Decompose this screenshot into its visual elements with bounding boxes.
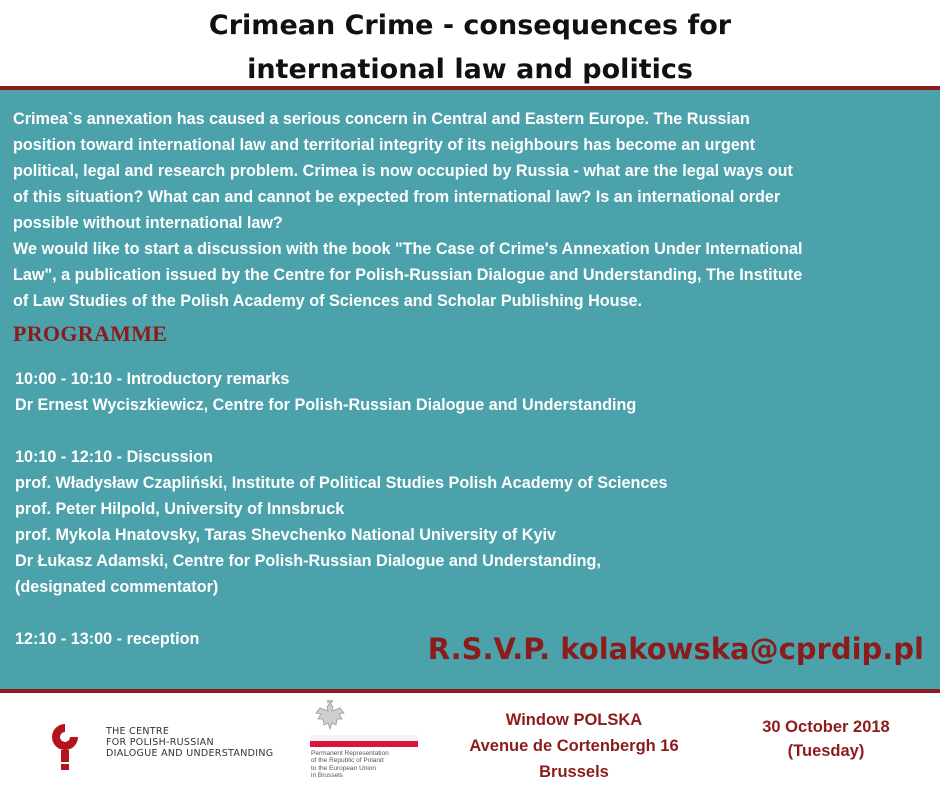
intro-line: political, legal and research problem. Crimea is now occupied by Russia - what are the legal ways out bbox=[13, 162, 793, 180]
programme-speaker: (designated commentator) bbox=[15, 578, 219, 596]
intro-line: Law", a publication issued by the Centre for Polish-Russian Dialogue and Understanding, The Institute bbox=[13, 266, 803, 284]
programme-time: 12:10 - 13:00 - reception bbox=[15, 630, 200, 648]
programme-time: 10:00 - 10:10 - Introductory remarks bbox=[15, 370, 290, 388]
permrep-logo-line: to the European Union bbox=[311, 764, 377, 772]
intro-line: of Law Studies of the Polish Academy of Sciences and Scholar Publishing House. bbox=[13, 292, 643, 310]
programme-speaker: Dr Ernest Wyciszkiewicz, Centre for Polish-Russian Dialogue and Understanding bbox=[15, 396, 637, 414]
programme-time: 10:10 - 12:10 - Discussion bbox=[15, 448, 213, 466]
programme-heading: PROGRAMME bbox=[13, 321, 168, 346]
programme-speaker: prof. Peter Hilpold, University of Innsbruck bbox=[15, 500, 345, 518]
intro-text bbox=[13, 106, 931, 314]
centre-logo-line: FOR POLISH-RUSSIAN bbox=[106, 737, 214, 748]
cprdip-logo-icon bbox=[50, 721, 80, 771]
event-date bbox=[734, 715, 918, 763]
venue-address bbox=[440, 707, 708, 785]
permanent-representation-logo bbox=[306, 699, 422, 779]
permrep-logo-line: Permanent Representation bbox=[311, 750, 389, 757]
event-weekday: (Tuesday) bbox=[787, 742, 865, 760]
programme-block-discussion bbox=[15, 444, 915, 600]
centre-logo-text bbox=[106, 726, 273, 759]
event-date-value: 30 October 2018 bbox=[762, 718, 890, 736]
programme-block-intro bbox=[15, 366, 915, 418]
venue-name: Window POLSKA bbox=[505, 711, 643, 729]
permrep-logo-line: of the Republic of Poland bbox=[311, 757, 384, 765]
intro-line: possible without international law? bbox=[13, 214, 283, 232]
programme-speaker: prof. Mykola Hnatovsky, Taras Shevchenko National University of Kyiv bbox=[15, 526, 556, 544]
permrep-logo-text bbox=[311, 750, 389, 780]
programme-speaker: Dr Łukasz Adamski, Centre for Polish-Russian Dialogue and Understanding, bbox=[15, 552, 601, 570]
venue-street: Avenue de Cortenbergh 16 bbox=[469, 737, 679, 755]
venue-city: Brussels bbox=[539, 763, 609, 781]
intro-line: We would like to start a discussion with the book "The Case of Crime's Annexation Under International bbox=[13, 240, 803, 258]
programme-speaker: prof. Władysław Czapliński, Institute of Political Studies Polish Academy of Sciences bbox=[15, 474, 668, 492]
title-line-1: Crimean Crime - consequences for bbox=[208, 10, 732, 41]
event-title bbox=[0, 4, 940, 92]
intro-line: Crimea`s annexation has caused a serious concern in Central and Eastern Europe. The Russian bbox=[13, 110, 750, 128]
intro-line: position toward international law and territorial integrity of its neighbours has become an urgent bbox=[13, 136, 756, 154]
polish-eagle-emblem-icon bbox=[310, 699, 350, 733]
intro-line: of this situation? What can and cannot be expected from international law? Is an international order bbox=[13, 188, 781, 206]
centre-logo-line: THE CENTRE bbox=[106, 726, 170, 737]
content-panel bbox=[0, 90, 940, 689]
permrep-logo-line: in Brussels bbox=[311, 772, 343, 780]
rsvp-email: R.S.V.P. kolakowska@cprdip.pl bbox=[427, 632, 924, 666]
flag-red-band bbox=[310, 741, 418, 747]
footer bbox=[0, 693, 940, 788]
centre-logo-line: DIALOGUE AND UNDERSTANDING bbox=[106, 748, 274, 759]
title-line-2: international law and politics bbox=[247, 54, 693, 85]
